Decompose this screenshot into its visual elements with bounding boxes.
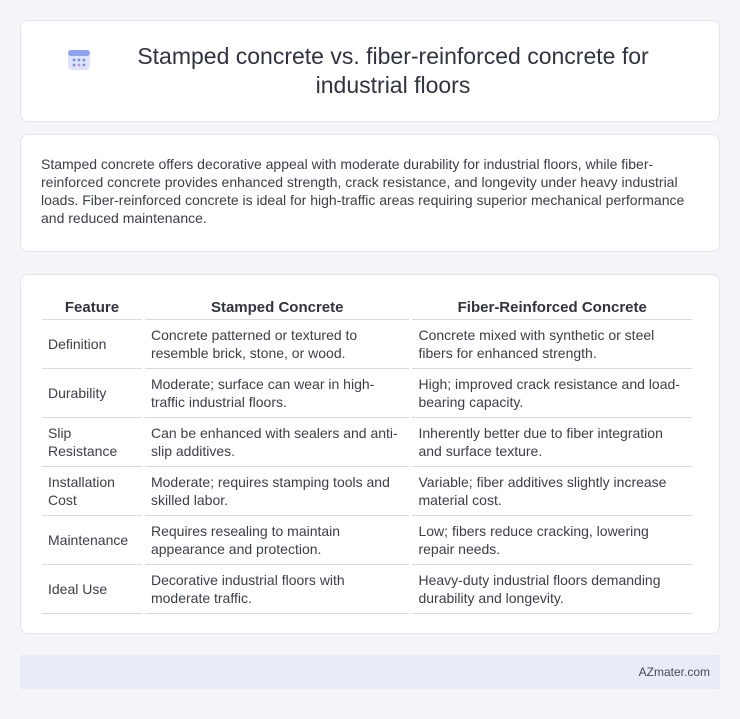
header-fiber: Fiber-Reinforced Concrete [412, 295, 692, 320]
footer-brand: AZmater.com [638, 665, 710, 679]
row-stamped: Moderate; requires stamping tools and skilled labor. [145, 467, 410, 516]
summary-text: Stamped concrete offers decorative appeal with moderate durability for industrial floors, while fiber-reinforced concrete provides enhanced strength, crack resistance, and longevity under heavy industrial loads. Fiber-reinforced concrete is ideal for high-traffic areas requiring superior mechanical performance and reduced maintenance. [41, 156, 685, 226]
table-row [42, 516, 692, 565]
table-row [42, 369, 692, 418]
row-stamped: Decorative industrial floors with moderate traffic. [145, 565, 410, 614]
title-wrap [21, 42, 719, 100]
table-row [42, 467, 692, 516]
table-row [42, 320, 692, 369]
comparison-table [39, 295, 695, 614]
footer-bar [20, 655, 720, 689]
row-feature: Slip Resistance [42, 418, 142, 467]
table-row [42, 418, 692, 467]
row-feature: Durability [42, 369, 142, 418]
header-feature: Feature [42, 295, 142, 320]
row-fiber: Concrete mixed with synthetic or steel fibers for enhanced strength. [412, 320, 692, 369]
row-feature: Maintenance [42, 516, 142, 565]
title-card [20, 20, 720, 122]
row-feature: Ideal Use [42, 565, 142, 614]
row-stamped: Moderate; surface can wear in high-traffic industrial floors. [145, 369, 410, 418]
row-feature: Installation Cost [42, 467, 142, 516]
page-title: Stamped concrete vs. fiber-reinforced concrete for industrial floors [137, 43, 649, 98]
table-row [42, 565, 692, 614]
row-feature: Definition [42, 320, 142, 369]
row-fiber: High; improved crack resistance and load-bearing capacity. [412, 369, 692, 418]
calendar-icon [67, 48, 91, 72]
summary-card [20, 134, 720, 252]
table-header-row [42, 295, 692, 320]
row-fiber: Inherently better due to fiber integration and surface texture. [412, 418, 692, 467]
row-stamped: Can be enhanced with sealers and anti-slip additives. [145, 418, 410, 467]
header-stamped: Stamped Concrete [145, 295, 410, 320]
row-fiber: Variable; fiber additives slightly increase material cost. [412, 467, 692, 516]
row-fiber: Heavy-duty industrial floors demanding durability and longevity. [412, 565, 692, 614]
row-stamped: Concrete patterned or textured to resemble brick, stone, or wood. [145, 320, 410, 369]
comparison-table-card [20, 274, 720, 634]
row-stamped: Requires resealing to maintain appearance and protection. [145, 516, 410, 565]
row-fiber: Low; fibers reduce cracking, lowering repair needs. [412, 516, 692, 565]
